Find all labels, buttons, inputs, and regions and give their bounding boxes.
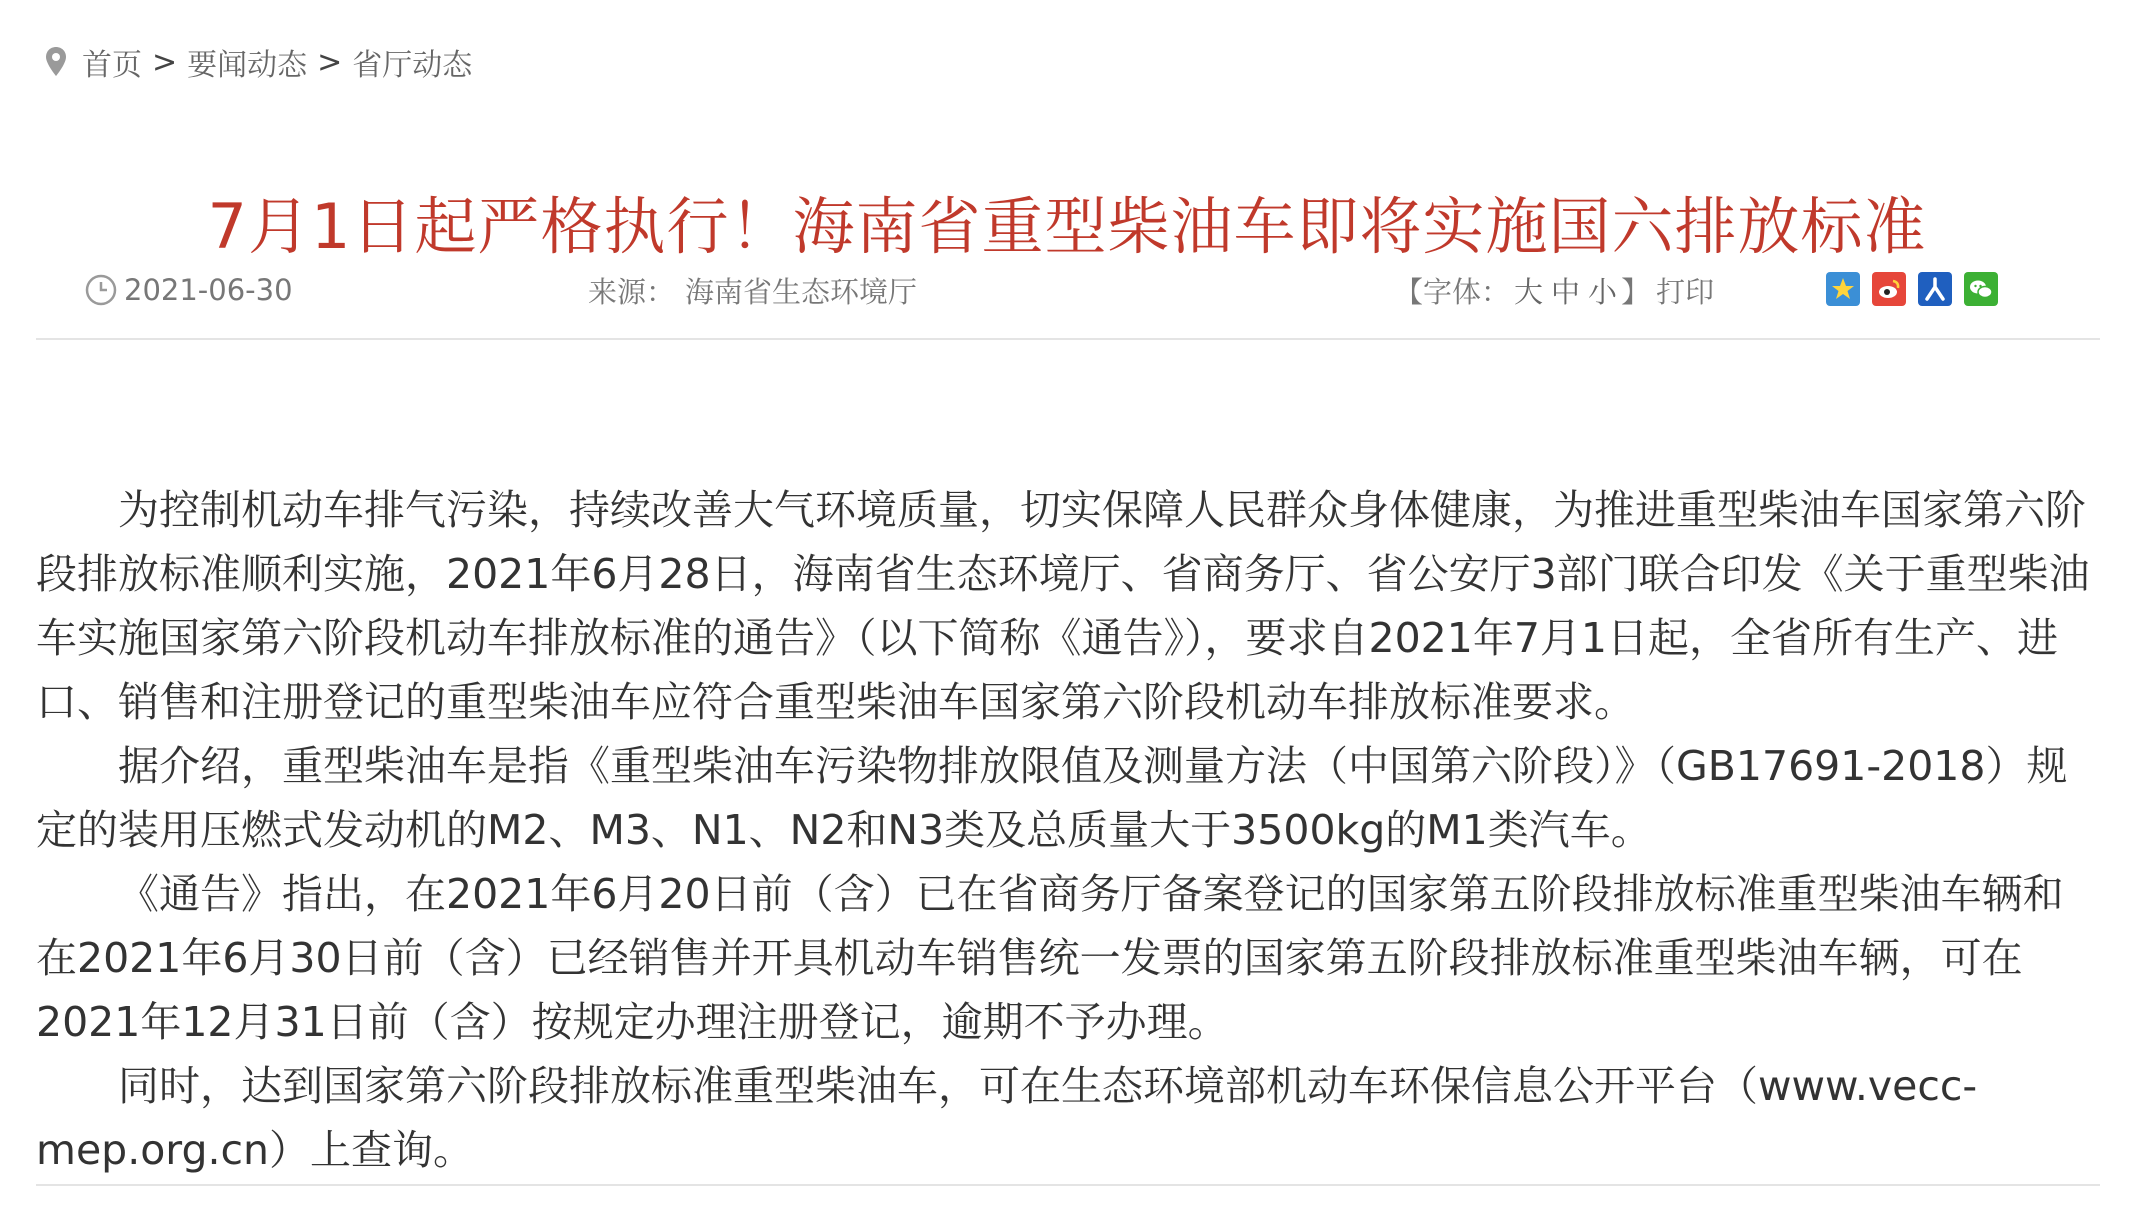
header-divider [36,338,2100,340]
article-date-value: 2021-06-30 [124,273,293,307]
article-title: 7月1日起严格执行！海南省重型柴油车即将实施国六排放标准 [207,189,1927,263]
print-button[interactable]: 打印 [1656,274,1715,309]
breadcrumb-dept-news-link[interactable]: 省厅动态 [352,48,473,83]
font-size-controls [1394,268,1714,312]
renren-icon[interactable] [1918,272,1952,306]
breadcrumb-separator: > [317,44,343,80]
breadcrumb-separator: > [152,44,178,80]
article-body [36,478,2102,1182]
article-paragraph: 据介绍，重型柴油车是指《重型柴油车污染物排放限值及测量方法（中国第六阶段）》（GB17691-2018）规定的装用压燃式发动机的M2、M3、N1、N2和N3类及总质量大于3500kg的M1类汽车。 [36,742,2068,854]
font-size-label: 【字体： [1394,274,1511,309]
breadcrumb-home-link[interactable]: 首页 [82,48,142,83]
article-date [84,268,293,312]
article-paragraph: 为控制机动车排气污染，持续改善大气环境质量，切实保障人民群众身体健康，为推进重型柴油车国家第六阶段排放标准顺利实施，2021年6月28日，海南省生态环境厅、省商务厅、省公安厅3部门联合印发《关于重型柴油车实施国家第六阶段机动车排放标准的通告》（以下简称《通告》），要求自2021年7月1日起，全省所有生产、进口、销售和注册登记的重型柴油车应符合重型柴油车国家第六阶段机动车排放标准要求。 [36,486,2090,726]
article-source [588,268,917,312]
font-size-small-button[interactable]: 小 [1588,274,1618,309]
breadcrumb-news-link[interactable]: 要闻动态 [187,48,308,83]
source-label: 来源： [588,274,676,309]
share-buttons [1826,272,1998,306]
footer-divider [36,1184,2100,1186]
clock-icon [84,273,118,307]
source-value: 海南省生态环境厅 [685,274,918,309]
font-size-large-button[interactable]: 大 [1514,274,1544,309]
qzone-icon[interactable] [1826,272,1860,306]
weibo-icon[interactable] [1872,272,1906,306]
location-pin-icon [44,46,68,78]
font-size-label-close: 】 [1621,274,1651,309]
breadcrumb [44,42,472,82]
wechat-icon[interactable] [1964,272,1998,306]
article-paragraph: 同时，达到国家第六阶段排放标准重型柴油车，可在生态环境部机动车环保信息公开平台（www.vecc-mep.org.cn）上查询。 [36,1062,1978,1174]
font-size-medium-button[interactable]: 中 [1551,274,1581,309]
article-paragraph: 《通告》指出，在2021年6月20日前（含）已在省商务厅备案登记的国家第五阶段排放标准重型柴油车辆和在2021年6月30日前（含）已经销售并开具机动车销售统一发票的国家第五阶段排放标准重型柴油车辆，可在2021年12月31日前（含）按规定办理注册登记，逾期不予办理。 [36,870,2064,1046]
